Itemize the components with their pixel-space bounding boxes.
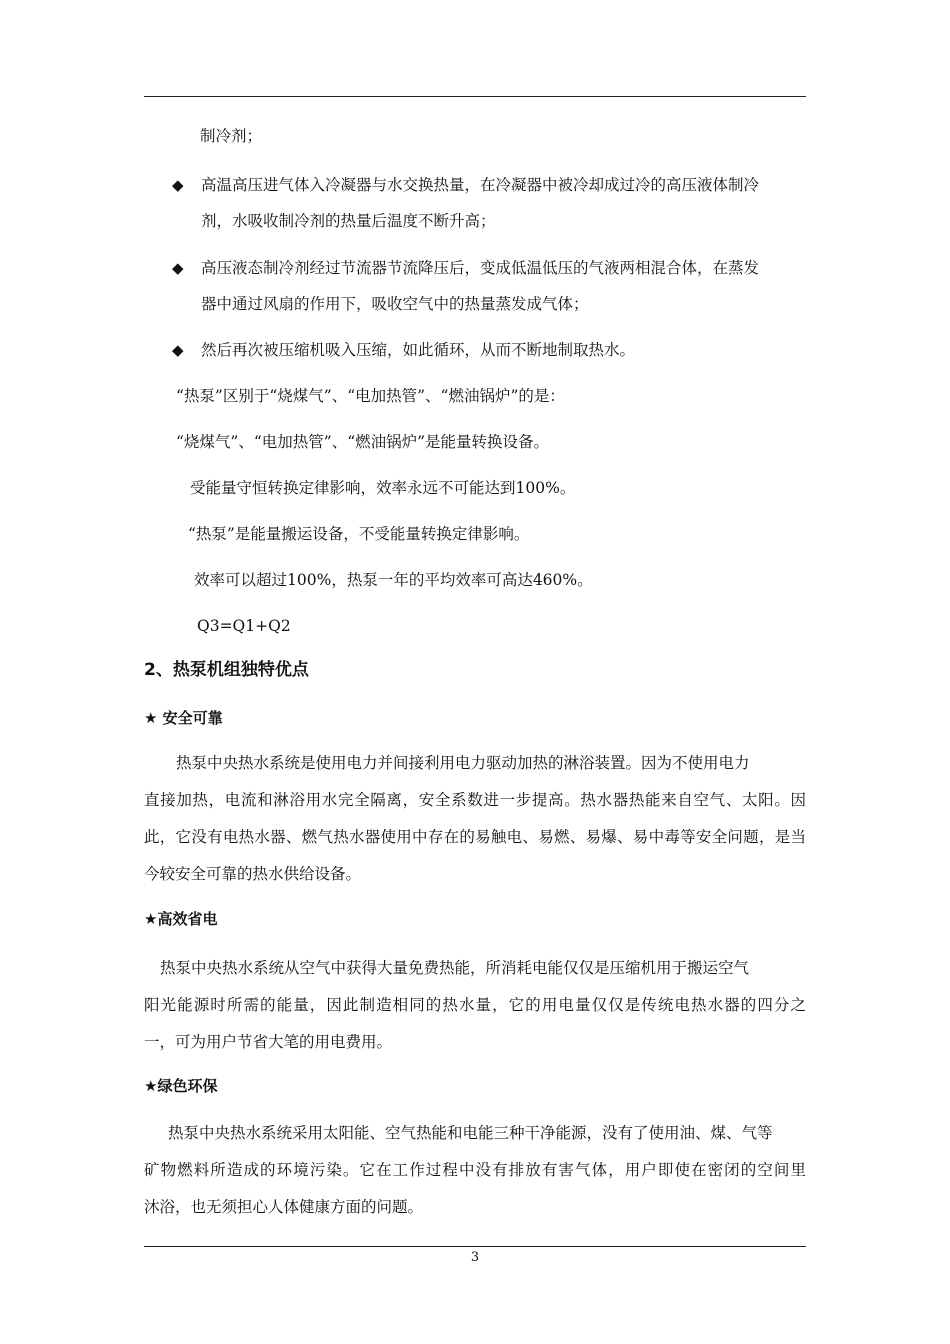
bullet-1-line-1: 高温高压进气体入冷凝器与水交换热量，在冷凝器中被冷却成过冷的高压液体制冷	[201, 176, 760, 194]
comparison-line-1: “烧煤气”、“电加热管”、“燃油锅炉”是能量转换设备。	[176, 433, 550, 451]
header-rule	[144, 96, 806, 97]
item-heading-efficiency: ★高效省电	[144, 910, 218, 928]
green-line-2: 矿物燃料所造成的环境污染。它在工作过程中没有排放有害气体，用户即使在密闭的空间里	[144, 1161, 806, 1179]
efficiency-line-1: 热泵中央热水系统从空气中获得大量免费热能，所消耗电能仅仅是压缩机用于搬运空气	[160, 959, 750, 977]
item-heading-safety: ★ 安全可靠	[144, 709, 223, 727]
bullet-1-line-2: 剂，水吸收制冷剂的热量后温度不断升高；	[201, 212, 496, 230]
footer-rule	[144, 1246, 806, 1247]
green-line-1: 热泵中央热水系统采用太阳能、空气热能和电能三种干净能源，没有了使用油、煤、气等	[168, 1124, 773, 1142]
efficiency-line-3: 一，可为用户节省大笔的用电费用。	[144, 1033, 393, 1051]
comparison-line-2: 受能量守恒转换定律影响，效率永远不可能达到100%。	[190, 479, 576, 497]
section-title: 2、热泵机组独特优点	[144, 660, 309, 680]
formula: Q3=Q1+Q2	[197, 617, 291, 635]
efficiency-line-2: 阳光能源时所需的能量，因此制造相同的热水量，它的用电量仅仅是传统电热水器的四分之	[144, 996, 806, 1014]
item-heading-green: ★绿色环保	[144, 1077, 218, 1095]
comparison-intro: “热泵”区别于“烧煤气”、“电加热管”、“燃油锅炉”的是：	[176, 387, 565, 405]
comparison-line-4: 效率可以超过100%，热泵一年的平均效率可高达460%。	[194, 571, 593, 589]
diamond-bullet-icon: ◆	[172, 259, 184, 277]
safety-line-3: 此，它没有电热水器、燃气热水器使用中存在的易触电、易燃、易爆、易中毒等安全问题，是当	[144, 828, 806, 846]
comparison-line-3: “热泵”是能量搬运设备，不受能量转换定律影响。	[188, 525, 530, 543]
diamond-bullet-icon: ◆	[172, 341, 184, 359]
bullet-2-line-1: 高压液态制冷剂经过节流器节流降压后，变成低温低压的气液两相混合体，在蒸发	[201, 259, 760, 277]
diamond-bullet-icon: ◆	[172, 176, 184, 194]
safety-line-2: 直接加热，电流和淋浴用水完全隔离，安全系数进一步提高。热水器热能来自空气、太阳。因	[144, 791, 806, 809]
safety-line-1: 热泵中央热水系统是使用电力并间接利用电力驱动加热的淋浴装置。因为不使用电力	[176, 754, 750, 772]
continuation-text: 制冷剂；	[200, 127, 263, 145]
green-line-3: 沐浴，也无须担心人体健康方面的问题。	[144, 1198, 424, 1216]
safety-line-4: 今较安全可靠的热水供给设备。	[144, 865, 362, 883]
page-number: 3	[470, 1250, 480, 1265]
bullet-3-line-1: 然后再次被压缩机吸入压缩，如此循环，从而不断地制取热水。	[201, 341, 636, 359]
bullet-2-line-2: 器中通过风扇的作用下，吸收空气中的热量蒸发成气体；	[201, 295, 589, 313]
